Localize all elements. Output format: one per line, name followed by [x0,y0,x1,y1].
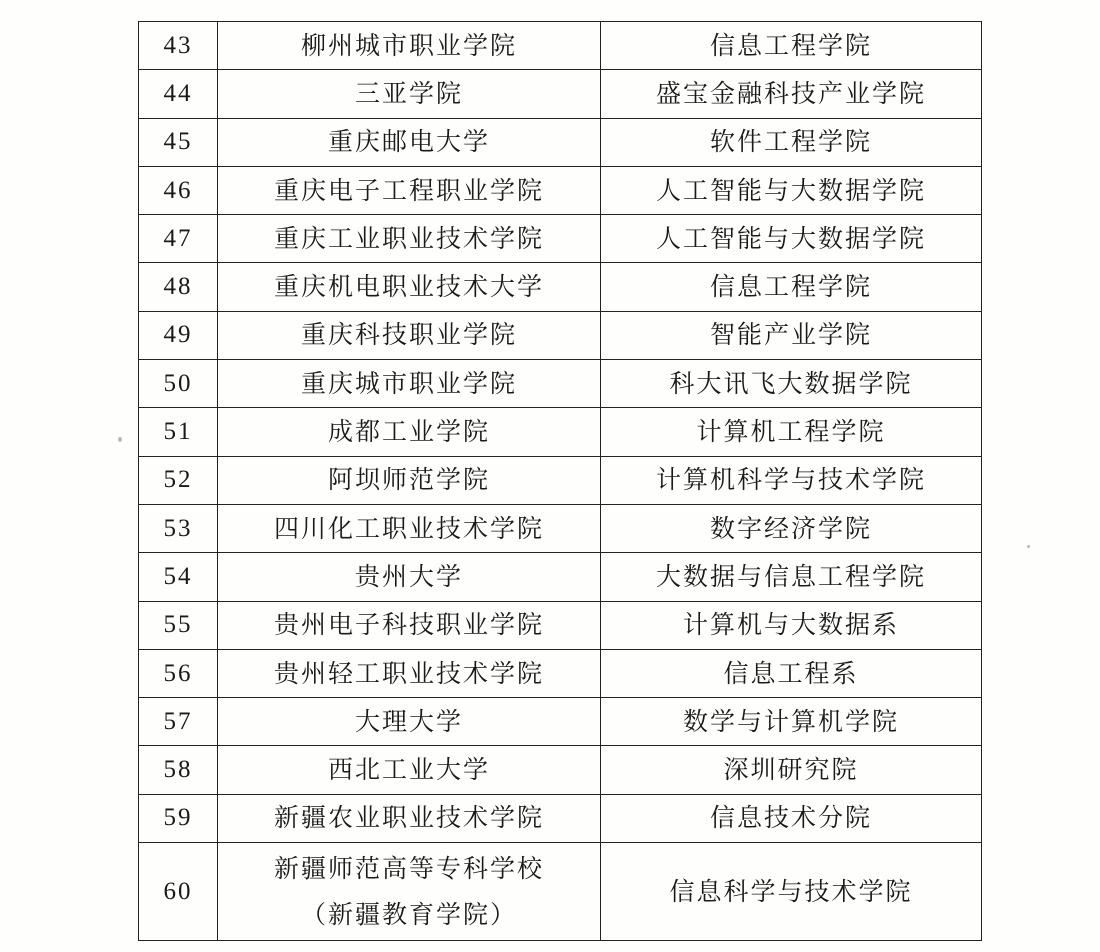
school-name-line2: （新疆教育学院） [300,899,517,929]
row-number: 60 [139,843,218,941]
college-name: 人工智能与大数据学院 [601,166,982,214]
row-number: 57 [139,698,218,746]
college-name: 智能产业学院 [601,311,982,359]
college-name: 盛宝金融科技产业学院 [601,70,982,118]
row-number: 54 [139,553,218,601]
row-number: 53 [139,504,218,552]
row-number: 52 [139,456,218,504]
college-name: 信息科学与技术学院 [601,843,982,941]
school-name: 西北工业大学 [218,746,601,794]
school-name: 贵州轻工职业技术学院 [218,649,601,697]
college-name: 数字经济学院 [601,504,982,552]
row-number: 49 [139,311,218,359]
table-row [139,215,982,263]
college-name: 信息工程学院 [601,22,982,70]
table-row [139,746,982,794]
row-number: 46 [139,166,218,214]
college-name: 计算机科学与技术学院 [601,456,982,504]
college-name: 信息工程系 [601,649,982,697]
school-name: 重庆邮电大学 [218,118,601,166]
school-name: 阿坝师范学院 [218,456,601,504]
scan-speck [118,437,122,442]
school-name: 重庆电子工程职业学院 [218,166,601,214]
row-number: 43 [139,22,218,70]
school-name: 成都工业学院 [218,408,601,456]
table-row [139,118,982,166]
school-name: 贵州电子科技职业学院 [218,601,601,649]
table-row [139,311,982,359]
row-number: 56 [139,649,218,697]
college-name: 信息工程学院 [601,263,982,311]
table-row [139,22,982,70]
school-name: 重庆机电职业技术大学 [218,263,601,311]
scan-speck [1027,545,1030,548]
school-name-line1: 新疆师范高等专科学校 [273,853,544,883]
table-row [139,601,982,649]
table-row [139,553,982,601]
college-name: 信息技术分院 [601,794,982,842]
row-number: 50 [139,360,218,408]
table-body [139,22,982,941]
college-name: 人工智能与大数据学院 [601,215,982,263]
row-number: 45 [139,118,218,166]
table-row [139,843,982,941]
college-list-table [138,21,982,941]
table-row [139,649,982,697]
row-number: 55 [139,601,218,649]
table-row [139,698,982,746]
row-number: 58 [139,746,218,794]
school-name: 大理大学 [218,698,601,746]
college-name: 数学与计算机学院 [601,698,982,746]
school-name: 柳州城市职业学院 [218,22,601,70]
table-row [139,408,982,456]
college-name: 深圳研究院 [601,746,982,794]
row-number: 48 [139,263,218,311]
school-name: 三亚学院 [218,70,601,118]
row-number: 44 [139,70,218,118]
school-name: 贵州大学 [218,553,601,601]
row-number: 47 [139,215,218,263]
table-row [139,263,982,311]
college-name: 计算机工程学院 [601,408,982,456]
college-name: 科大讯飞大数据学院 [601,360,982,408]
school-name: 重庆科技职业学院 [218,311,601,359]
school-name: 重庆城市职业学院 [218,360,601,408]
school-name: 四川化工职业技术学院 [218,504,601,552]
table-row [139,794,982,842]
college-name: 软件工程学院 [601,118,982,166]
school-name [218,843,601,941]
table-row [139,456,982,504]
table-row [139,360,982,408]
school-name: 新疆农业职业技术学院 [218,794,601,842]
row-number: 51 [139,408,218,456]
table-row [139,166,982,214]
school-name: 重庆工业职业技术学院 [218,215,601,263]
table-row [139,70,982,118]
row-number: 59 [139,794,218,842]
college-name: 计算机与大数据系 [601,601,982,649]
table-row [139,504,982,552]
college-name: 大数据与信息工程学院 [601,553,982,601]
